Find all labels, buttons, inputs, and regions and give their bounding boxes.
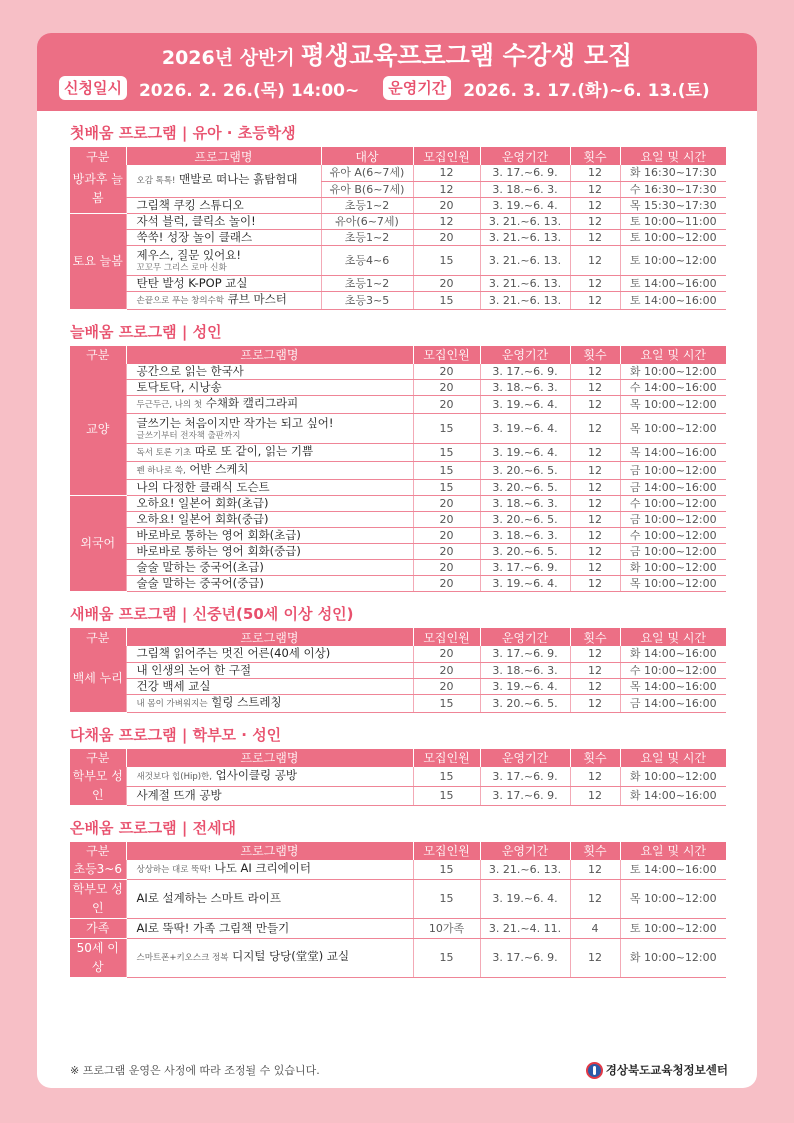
table-row xyxy=(70,879,726,918)
table-on xyxy=(70,842,726,978)
table-header xyxy=(70,346,726,364)
time-cell: 목 15:30~17:30 xyxy=(620,197,726,213)
cap-cell: 12 xyxy=(413,181,480,197)
cap-cell: 20 xyxy=(413,512,480,528)
count-cell: 12 xyxy=(570,694,620,712)
table-row xyxy=(70,396,726,414)
period-cell: 3. 17.~6. 9. xyxy=(480,787,570,805)
col-count: 횟수 xyxy=(570,842,620,860)
period-cell: 3. 19.~6. 4. xyxy=(480,414,570,444)
period-cell: 3. 17.~6. 9. xyxy=(480,364,570,380)
col-cap: 모집인원 xyxy=(413,842,480,860)
col-time: 요일 및 시간 xyxy=(620,749,726,767)
cap-cell: 20 xyxy=(413,229,480,245)
table-header xyxy=(70,749,726,767)
count-cell: 12 xyxy=(570,229,620,245)
period-cell: 3. 18.~6. 3. xyxy=(480,496,570,512)
program-cell: 내 인생의 논어 한 구절 xyxy=(126,662,413,678)
program-cell: AI로 설계하는 스마트 라이프 xyxy=(126,879,413,918)
footer-note: ※ 프로그램 운영은 사정에 따라 조정될 수 있습니다. xyxy=(70,1064,320,1077)
table-header xyxy=(70,147,726,165)
period-cell: 3. 17.~6. 9. xyxy=(480,165,570,181)
program-cell: 바로바로 통하는 영어 회화(중급) xyxy=(126,544,413,560)
cap-cell: 15 xyxy=(413,938,480,977)
period-cell: 3. 19.~6. 4. xyxy=(480,879,570,918)
program-prefix: 손끝으로 푸는 창의수학 xyxy=(136,295,225,306)
col-cat: 구분 xyxy=(70,346,126,364)
col-period: 운영기간 xyxy=(480,749,570,767)
table-row xyxy=(70,275,726,291)
table-row xyxy=(70,364,726,380)
program-cell: 술술 말하는 중국어(중급) xyxy=(126,576,413,592)
cap-cell: 20 xyxy=(413,528,480,544)
cap-cell: 15 xyxy=(413,462,480,480)
col-time: 요일 및 시간 xyxy=(620,628,726,646)
table-row xyxy=(70,544,726,560)
col-cat: 구분 xyxy=(70,628,126,646)
cap-cell: 12 xyxy=(413,165,480,181)
table-row xyxy=(70,496,726,512)
period-cell: 3. 19.~6. 4. xyxy=(480,444,570,462)
period-cell: 3. 21.~6. 13. xyxy=(480,291,570,309)
program-subtitle: 글쓰기부터 전자책 출판까지 xyxy=(136,431,241,441)
table-row xyxy=(70,646,726,662)
program-prefix: 상상하는 대로 뚝딱! xyxy=(136,864,211,875)
program-cell: 그림책 읽어주는 멋진 어른(40세 이상) xyxy=(126,646,413,662)
period-cell: 3. 21.~6. 13. xyxy=(480,275,570,291)
table-row xyxy=(70,462,726,480)
table-row xyxy=(70,528,726,544)
time-cell: 토 10:00~12:00 xyxy=(620,918,726,938)
target-cell: 초등1~2 xyxy=(321,275,413,291)
count-cell: 12 xyxy=(570,165,620,181)
poster-card xyxy=(37,33,757,1088)
col-prog: 프로그램명 xyxy=(126,842,413,860)
count-cell: 12 xyxy=(570,275,620,291)
time-cell: 목 10:00~12:00 xyxy=(620,396,726,414)
period-cell: 3. 21.~6. 13. xyxy=(480,245,570,275)
section-title-dachae: 다채움 프로그램 | 학부모 · 성인 xyxy=(70,725,282,744)
time-cell: 토 14:00~16:00 xyxy=(620,275,726,291)
section-title-on: 온배움 프로그램 | 전세대 xyxy=(70,818,237,837)
cap-cell: 15 xyxy=(413,767,480,787)
content xyxy=(37,123,757,978)
time-cell: 목 10:00~12:00 xyxy=(620,879,726,918)
program-cell xyxy=(126,245,321,275)
period-cell: 3. 19.~6. 4. xyxy=(480,678,570,694)
target-cell: 유아 B(6~7세) xyxy=(321,181,413,197)
cap-cell: 20 xyxy=(413,560,480,576)
count-cell: 12 xyxy=(570,213,620,229)
cap-cell: 12 xyxy=(413,213,480,229)
time-cell: 금 10:00~12:00 xyxy=(620,512,726,528)
period-cell: 3. 17.~6. 9. xyxy=(480,767,570,787)
category-cell: 토요 늘봄 xyxy=(70,213,126,309)
section-title-sae: 새배움 프로그램 | 신중년(50세 이상 성인) xyxy=(70,605,354,623)
time-cell: 화 10:00~12:00 xyxy=(620,560,726,576)
col-target: 대상 xyxy=(321,147,413,165)
program-name: 글쓰기는 처음이지만 작가는 되고 싶어! xyxy=(136,416,334,430)
cap-cell: 20 xyxy=(413,396,480,414)
time-cell: 토 14:00~16:00 xyxy=(620,860,726,880)
table-row xyxy=(70,767,726,787)
time-cell: 화 16:30~17:30 xyxy=(620,165,726,181)
target-cell: 초등1~2 xyxy=(321,197,413,213)
program-name: 제우스, 질문 있어요! xyxy=(136,247,241,262)
cap-cell: 20 xyxy=(413,364,480,380)
program-name: 나도 AI 크리에이터 xyxy=(214,860,311,875)
period-cell: 3. 18.~6. 3. xyxy=(480,181,570,197)
cap-cell: 20 xyxy=(413,678,480,694)
table-row xyxy=(70,414,726,444)
col-prog: 프로그램명 xyxy=(126,346,413,364)
col-count: 횟수 xyxy=(570,147,620,165)
col-time: 요일 및 시간 xyxy=(620,346,726,364)
target-cell: 초등1~2 xyxy=(321,229,413,245)
period-cell: 3. 17.~6. 9. xyxy=(480,938,570,977)
count-cell: 12 xyxy=(570,380,620,396)
period-label: 운영기간 xyxy=(383,76,451,100)
program-name: 큐브 마스터 xyxy=(227,291,287,306)
cap-cell: 20 xyxy=(413,544,480,560)
col-cap: 모집인원 xyxy=(413,749,480,767)
category-cell: 50세 이상 xyxy=(70,938,126,977)
table-first xyxy=(70,147,726,310)
program-name: 디지털 당당(堂堂) 교실 xyxy=(232,949,350,963)
count-cell: 12 xyxy=(570,480,620,496)
program-cell xyxy=(126,444,413,462)
count-cell: 12 xyxy=(570,544,620,560)
col-cat: 구분 xyxy=(70,842,126,860)
table-row xyxy=(70,245,726,275)
program-cell xyxy=(126,396,413,414)
table-row xyxy=(70,662,726,678)
cap-cell: 15 xyxy=(413,694,480,712)
count-cell: 12 xyxy=(570,462,620,480)
cap-cell: 20 xyxy=(413,662,480,678)
time-cell: 목 10:00~12:00 xyxy=(620,576,726,592)
cap-cell: 20 xyxy=(413,576,480,592)
section-title-neul: 늘배움 프로그램 | 성인 xyxy=(70,322,222,341)
time-cell: 화 14:00~16:00 xyxy=(620,787,726,805)
period-cell: 3. 20.~6. 5. xyxy=(480,480,570,496)
count-cell: 12 xyxy=(570,512,620,528)
category-cell: 외국어 xyxy=(70,496,126,592)
gyeongbuk-education-logo-icon xyxy=(586,1062,603,1079)
program-cell: 술술 말하는 중국어(초급) xyxy=(126,560,413,576)
period-cell: 3. 19.~6. 4. xyxy=(480,197,570,213)
table-sae xyxy=(70,628,726,713)
period-cell: 3. 21.~4. 11. xyxy=(480,918,570,938)
period-cell: 3. 18.~6. 3. xyxy=(480,380,570,396)
count-cell: 12 xyxy=(570,245,620,275)
col-period: 운영기간 xyxy=(480,346,570,364)
count-cell: 12 xyxy=(570,938,620,977)
program-cell xyxy=(126,938,413,977)
program-cell: 건강 백세 교실 xyxy=(126,678,413,694)
program-cell xyxy=(126,767,413,787)
count-cell: 12 xyxy=(570,197,620,213)
apply-value: 2026. 2. 26.(목) 14:00~ xyxy=(138,80,360,101)
program-cell xyxy=(126,414,413,444)
program-cell: 공간으로 읽는 한국사 xyxy=(126,364,413,380)
col-cat: 구분 xyxy=(70,147,126,165)
cap-cell: 15 xyxy=(413,480,480,496)
time-cell: 목 14:00~16:00 xyxy=(620,678,726,694)
period-cell: 3. 20.~6. 5. xyxy=(480,544,570,560)
time-cell: 금 10:00~12:00 xyxy=(620,544,726,560)
table-header xyxy=(70,628,726,646)
table-row xyxy=(70,860,726,880)
table-dachae xyxy=(70,749,726,806)
category-cell: 가족 xyxy=(70,918,126,938)
col-prog: 프로그램명 xyxy=(126,147,321,165)
cap-cell: 15 xyxy=(413,787,480,805)
time-cell: 화 10:00~12:00 xyxy=(620,364,726,380)
table-row xyxy=(70,678,726,694)
count-cell: 12 xyxy=(570,787,620,805)
program-prefix: 두근두근, 나의 첫 xyxy=(136,400,203,410)
table-row xyxy=(70,197,726,213)
time-cell: 토 14:00~16:00 xyxy=(620,291,726,309)
cap-cell: 15 xyxy=(413,291,480,309)
period-value: 2026. 3. 17.(화)~6. 13.(토) xyxy=(463,80,710,101)
col-cap: 모집인원 xyxy=(413,346,480,364)
table-row xyxy=(70,480,726,496)
period-cell: 3. 18.~6. 3. xyxy=(480,662,570,678)
program-cell xyxy=(126,462,413,480)
count-cell: 12 xyxy=(570,181,620,197)
count-cell: 12 xyxy=(570,396,620,414)
table-row xyxy=(70,512,726,528)
count-cell: 12 xyxy=(570,860,620,880)
table-row xyxy=(70,165,726,181)
col-period: 운영기간 xyxy=(480,147,570,165)
time-cell: 토 10:00~12:00 xyxy=(620,245,726,275)
category-cell: 학부모 성인 xyxy=(70,879,126,918)
count-cell: 12 xyxy=(570,678,620,694)
col-count: 횟수 xyxy=(570,749,620,767)
table-row xyxy=(70,291,726,309)
cap-cell: 20 xyxy=(413,496,480,512)
time-cell: 토 10:00~11:00 xyxy=(620,213,726,229)
target-cell: 초등4~6 xyxy=(321,245,413,275)
col-cap: 모집인원 xyxy=(413,628,480,646)
col-count: 횟수 xyxy=(570,628,620,646)
table-row xyxy=(70,560,726,576)
program-cell: 사계절 뜨개 공방 xyxy=(126,787,413,805)
count-cell: 4 xyxy=(570,918,620,938)
cap-cell: 15 xyxy=(413,245,480,275)
program-cell: 쑥쑥! 성장 놀이 클래스 xyxy=(126,229,321,245)
program-name: 수채화 캘리그라피 xyxy=(205,396,299,410)
category-cell: 초등3~6 xyxy=(70,860,126,880)
category-cell: 학부모 성인 xyxy=(70,767,126,806)
time-cell: 화 14:00~16:00 xyxy=(620,646,726,662)
table-row xyxy=(70,918,726,938)
title-year: 2026년 상반기 xyxy=(161,47,295,69)
count-cell: 12 xyxy=(570,364,620,380)
count-cell: 12 xyxy=(570,444,620,462)
count-cell: 12 xyxy=(570,414,620,444)
program-prefix: 내 몸이 가벼워지는 xyxy=(136,698,208,709)
section-title-first: 첫배움 프로그램 | 유아 · 초등학생 xyxy=(70,124,296,142)
program-name: 따로 또 같이, 읽는 기쁨 xyxy=(194,444,314,458)
program-cell: 오하요! 일본어 회화(초급) xyxy=(126,496,413,512)
program-cell: AI로 뚝딱! 가족 그림책 만들기 xyxy=(126,918,413,938)
time-cell: 목 10:00~12:00 xyxy=(620,414,726,444)
count-cell: 12 xyxy=(570,879,620,918)
table-row xyxy=(70,229,726,245)
time-cell: 금 14:00~16:00 xyxy=(620,480,726,496)
cap-cell: 20 xyxy=(413,197,480,213)
time-cell: 수 14:00~16:00 xyxy=(620,380,726,396)
cap-cell: 20 xyxy=(413,275,480,291)
count-cell: 12 xyxy=(570,560,620,576)
program-cell: 바로바로 통하는 영어 회화(초급) xyxy=(126,528,413,544)
period-cell: 3. 20.~6. 5. xyxy=(480,512,570,528)
period-cell: 3. 19.~6. 4. xyxy=(480,396,570,414)
table-row xyxy=(70,213,726,229)
program-prefix: 스마트폰+키오스크 정복 xyxy=(136,953,229,963)
time-cell: 화 10:00~12:00 xyxy=(620,767,726,787)
apply-label: 신청일시 xyxy=(59,76,127,100)
program-prefix: 오감 톡톡! xyxy=(136,176,176,187)
col-cat: 구분 xyxy=(70,749,126,767)
col-cap: 모집인원 xyxy=(413,147,480,165)
program-name: 맨발로 떠나는 흙탐험대 xyxy=(179,172,298,187)
organization xyxy=(586,1062,728,1079)
category-cell: 백세 누리 xyxy=(70,646,126,712)
col-time: 요일 및 시간 xyxy=(620,842,726,860)
program-cell xyxy=(126,694,413,712)
period-cell: 3. 17.~6. 9. xyxy=(480,646,570,662)
program-prefix: 새것보다 힙(Hip)한, xyxy=(136,771,212,782)
cap-cell: 20 xyxy=(413,646,480,662)
count-cell: 12 xyxy=(570,496,620,512)
program-cell xyxy=(126,860,413,880)
count-cell: 12 xyxy=(570,291,620,309)
count-cell: 12 xyxy=(570,528,620,544)
col-count: 횟수 xyxy=(570,346,620,364)
period-cell: 3. 20.~6. 5. xyxy=(480,694,570,712)
program-cell: 그림책 쿠킹 스튜디오 xyxy=(126,197,321,213)
program-cell: 나의 다정한 클래식 도슨트 xyxy=(126,480,413,496)
period-cell: 3. 19.~6. 4. xyxy=(480,576,570,592)
program-cell: 자석 블럭, 클릭소 놀이! xyxy=(126,213,321,229)
target-cell: 초등3~5 xyxy=(321,291,413,309)
period-cell: 3. 17.~6. 9. xyxy=(480,560,570,576)
period-cell: 3. 18.~6. 3. xyxy=(480,528,570,544)
table-neul xyxy=(70,346,726,593)
table-row xyxy=(70,938,726,977)
period-cell: 3. 21.~6. 13. xyxy=(480,860,570,880)
table-row xyxy=(70,787,726,805)
table-row xyxy=(70,694,726,712)
program-prefix: 펜 하나로 쓱, xyxy=(136,466,186,476)
program-cell: 오하요! 일본어 회화(중급) xyxy=(126,512,413,528)
time-cell: 금 10:00~12:00 xyxy=(620,462,726,480)
count-cell: 12 xyxy=(570,576,620,592)
program-cell: 탄탄 발성 K-POP 교실 xyxy=(126,275,321,291)
program-name: 어반 스케치 xyxy=(189,462,249,476)
time-cell: 수 10:00~12:00 xyxy=(620,528,726,544)
program-name: 업사이클링 공방 xyxy=(215,767,298,782)
table-row xyxy=(70,380,726,396)
target-cell: 유아(6~7세) xyxy=(321,213,413,229)
table-row xyxy=(70,444,726,462)
time-cell: 수 10:00~12:00 xyxy=(620,496,726,512)
count-cell: 12 xyxy=(570,662,620,678)
poster-header xyxy=(37,33,757,111)
category-cell: 교양 xyxy=(70,364,126,496)
target-cell: 유아 A(6~7세) xyxy=(321,165,413,181)
cap-cell: 15 xyxy=(413,444,480,462)
time-cell: 금 14:00~16:00 xyxy=(620,694,726,712)
count-cell: 12 xyxy=(570,767,620,787)
category-cell: 방과후 늘봄 xyxy=(70,165,126,213)
cap-cell: 15 xyxy=(413,414,480,444)
time-cell: 수 10:00~12:00 xyxy=(620,662,726,678)
organization-name: 경상북도교육청정보센터 xyxy=(605,1063,728,1077)
count-cell: 12 xyxy=(570,646,620,662)
cap-cell: 20 xyxy=(413,380,480,396)
cap-cell: 15 xyxy=(413,879,480,918)
col-time: 요일 및 시간 xyxy=(620,147,726,165)
col-prog: 프로그램명 xyxy=(126,749,413,767)
program-subtitle: 꼬꼬무 그리스 로마 신화 xyxy=(136,262,227,273)
col-period: 운영기간 xyxy=(480,842,570,860)
period-cell: 3. 20.~6. 5. xyxy=(480,462,570,480)
col-prog: 프로그램명 xyxy=(126,628,413,646)
cap-cell: 15 xyxy=(413,860,480,880)
time-cell: 화 10:00~12:00 xyxy=(620,938,726,977)
schedule-row xyxy=(37,73,757,103)
table-row xyxy=(70,576,726,592)
program-cell xyxy=(126,291,321,309)
page-title xyxy=(37,39,757,73)
title-main: 평생교육프로그램 수강생 모집 xyxy=(300,41,633,70)
program-name: 힐링 스트레칭 xyxy=(211,694,282,709)
time-cell: 토 10:00~12:00 xyxy=(620,229,726,245)
program-prefix: 독서 토론 기초 xyxy=(136,448,192,458)
footer xyxy=(70,1060,728,1080)
time-cell: 수 16:30~17:30 xyxy=(620,181,726,197)
program-cell: 토닥토닥, 시낭송 xyxy=(126,380,413,396)
cap-cell: 10가족 xyxy=(413,918,480,938)
program-cell xyxy=(126,165,321,197)
period-cell: 3. 21.~6. 13. xyxy=(480,213,570,229)
col-period: 운영기간 xyxy=(480,628,570,646)
time-cell: 목 14:00~16:00 xyxy=(620,444,726,462)
table-header xyxy=(70,842,726,860)
period-cell: 3. 21.~6. 13. xyxy=(480,229,570,245)
